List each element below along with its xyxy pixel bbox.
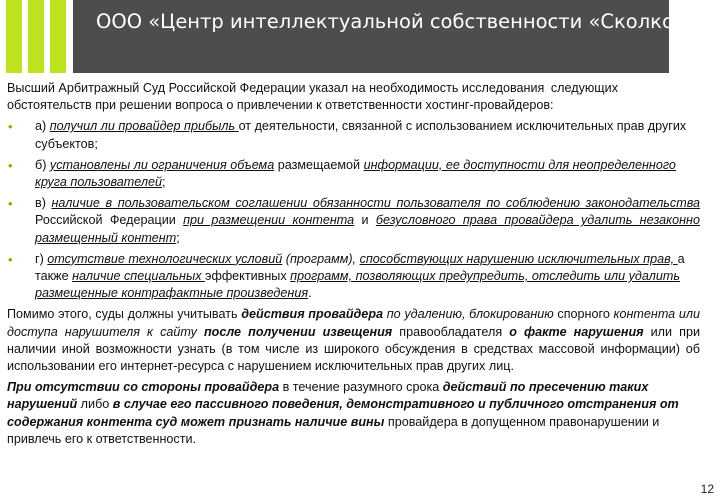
bold-phrase: действий по пресечению таких нарушений xyxy=(7,380,649,412)
bullet-a xyxy=(7,118,700,152)
bullet-text: а также xyxy=(35,251,685,284)
underlined-phrase: наличие специальных xyxy=(72,269,206,284)
bullet-text: размещаемой xyxy=(274,157,364,172)
bullet-icon: • xyxy=(8,157,13,173)
bullet-text: Российской Федерации xyxy=(35,213,184,228)
italic-phrase: контента или доступа нарушителя к сайту xyxy=(7,307,700,339)
underlined-phrase: получил ли провайдер прибыль xyxy=(49,119,239,134)
intro-line-1: Высший Арбитражный Суд Российской Федерации указал на необходимость исследования xyxy=(7,81,545,95)
paragraph-3 xyxy=(7,379,700,448)
bullet-icon: • xyxy=(8,119,13,135)
bold-phrase: о факте нарушения xyxy=(509,324,644,339)
bullet-b xyxy=(7,157,700,191)
bullet-icon: • xyxy=(8,196,13,212)
para-text: или при наличии иной возможности узнать (в том числе из широкого обсуждения в средствах массовой информации) об использовании его интернет-ресурса с нарушением исключительных прав других лиц. xyxy=(7,324,701,374)
bullet-text: ; xyxy=(176,230,180,245)
bullet-text: эффективных xyxy=(205,269,291,284)
page-number: 12 xyxy=(700,482,714,496)
underlined-phrase: способствующих нарушению исключительных прав, xyxy=(359,251,678,266)
bullet-v xyxy=(7,195,700,247)
underlined-phrase: программ, позволяющих предупредить, отследить или удалить размещенные контрафактные произведения xyxy=(35,269,680,301)
bullet-prefix: в) xyxy=(35,196,46,211)
bullet-icon: • xyxy=(8,251,13,267)
bullet-text: . xyxy=(308,286,312,301)
bullet-g xyxy=(7,251,700,303)
bold-phrase: действия провайдера xyxy=(241,307,384,322)
intro-paragraph xyxy=(7,80,700,114)
italic-phrase: по удалению, блокированию xyxy=(383,307,554,322)
underlined-phrase: установлены ли ограничения объема xyxy=(49,157,275,172)
accent-bar-3 xyxy=(50,0,66,73)
underlined-phrase: отсутствие технологических условий xyxy=(47,251,283,266)
bullet-prefix: б) xyxy=(35,157,47,172)
para-text: в течение разумного срока xyxy=(279,380,443,395)
underlined-phrase: безусловного права провайдера удалить незаконно размещенный контент xyxy=(35,213,700,245)
bullet-text: ; xyxy=(162,175,166,190)
slide-title: ООО «Центр интеллектуальной собственности «Сколково» xyxy=(96,10,710,33)
bullet-text: и xyxy=(354,213,376,228)
accent-bar-1 xyxy=(6,0,22,73)
bold-phrase: При отсутствии со стороны провайдера xyxy=(7,380,280,395)
bold-phrase: после получении извещения xyxy=(196,324,393,339)
bullet-prefix: г) xyxy=(35,251,44,266)
para-text: правообладателя xyxy=(392,324,510,339)
bullet-text: от деятельности, связанной с использованием исключительных прав других субъектов; xyxy=(35,119,687,151)
bold-phrase: в случае его пассивного поведения, демонстративного и публичного отстранения от содержания контента суд может признать наличие вины xyxy=(7,397,679,429)
bullet-text: (программ), xyxy=(282,251,360,266)
underlined-phrase: наличие в пользовательском соглашении обязанности пользователя по соблюдению законодательства xyxy=(51,196,701,211)
para-text: Помимо этого, суды должны учитывать xyxy=(7,307,242,322)
para-text: спорного xyxy=(553,307,614,322)
slide-content xyxy=(7,80,700,448)
para-text: либо xyxy=(77,397,113,412)
intro-line-2: следующих обстоятельств при решении вопроса о привлечении к ответственности хостинг-провайдеров: xyxy=(7,81,619,113)
underlined-phrase: при размещении контента xyxy=(183,213,355,228)
underlined-phrase: информации, ее доступности для неопределенного круга пользователей xyxy=(35,157,676,190)
paragraph-2 xyxy=(7,306,700,375)
bullet-prefix: а) xyxy=(35,119,47,134)
para-text: провайдера в допущенном правонарушении и привлечь его к ответственности. xyxy=(7,414,660,446)
accent-bar-2 xyxy=(28,0,44,73)
